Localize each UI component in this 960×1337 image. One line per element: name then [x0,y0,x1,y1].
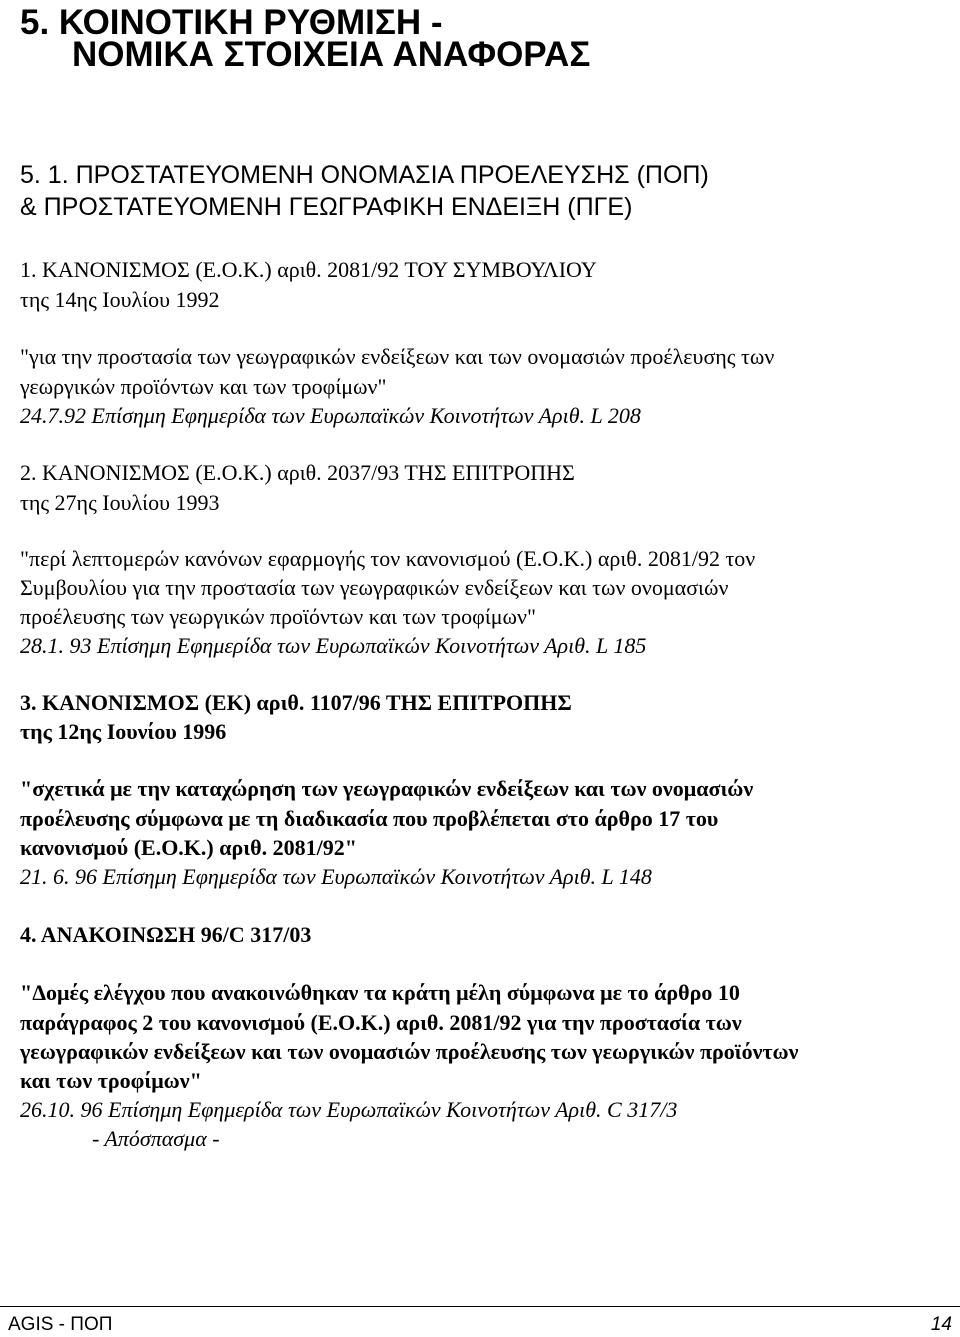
entry-3-quote-line-2: προέλευσης σύμφωνα με τη διαδικασία που προβλέπεται στο άρθρο 17 του [20,806,719,831]
section-title-line-1: 5. ΚΟΙΝΟΤΙΚΗ ΡΥΘΜΙΣΗ - [20,3,443,42]
entry-4-quote-line-3: γεωγραφικών ενδείξεων και των ονομασιών προέλευσης των γεωργικών προϊόντων [20,1039,799,1064]
entry-3-heading: 3. ΚΑΝΟΝΙΣΜΟΣ (ΕΚ) αριθ. 1107/96 ΤΗΣ ΕΠΙΤΡΟΠΗΣ [20,690,572,715]
entry-3-quote-line-3: κανονισμού (Ε.Ο.Κ.) αριθ. 2081/92" [20,835,357,860]
entry-1-heading: 1. ΚΑΝΟΝΙΣΜΟΣ (Ε.Ο.Κ.) αριθ. 2081/92 ΤΟΥ ΣΥΜΒΟΥΛΙΟΥ [20,257,597,282]
entry-1-date: της 14ης Ιουλίου 1992 [20,287,220,312]
subsection-title-line-1: 5. 1. ΠΡΟΣΤΑΤΕΥΟΜΕΝΗ ΟΝΟΜΑΣΙΑ ΠΡΟΕΛΕΥΣΗΣ (ΠΟΠ) [20,161,709,189]
entry-2-journal: 28.1. 93 Επίσημη Εφημερίδα των Ευρωπαϊκών Κοινοτήτων Αριθ. L 185 [20,633,647,658]
subsection-title-line-2: & ΠΡΟΣΤΑΤΕΥΟΜΕΝΗ ΓΕΩΓΡΑΦΙΚΗ ΕΝΔΕΙΞΗ (ΠΓΕ) [20,193,633,221]
entry-2-quote-line-2: Συμβουλίου για την προστασία των γεωγραφικών ενδείξεων και των ονομασιών [20,575,729,600]
entry-2-date: της 27ης Ιουλίου 1993 [20,490,220,515]
entry-3-quote-line-1: "σχετικά με την καταχώρηση των γεωγραφικών ενδείξεων και των ονομασιών [20,776,754,801]
footer-divider [0,1306,960,1307]
entry-4-note: - Απόσπασμα - [92,1126,220,1151]
entry-4-quote-line-4: και των τροφίμων" [20,1068,202,1093]
entry-4-quote-line-2: παράγραφος 2 του κανονισμού (Ε.Ο.Κ.) αριθ. 2081/92 για την προστασία των [20,1010,742,1035]
entry-2-quote-line-3: προέλευσης των γεωργικών προϊόντων και των τροφίμων" [20,604,536,629]
entry-1-quote-line-1: "για την προστασία των γεωγραφικών ενδείξεων και των ονομασιών προέλευσης των [20,344,775,369]
entry-1-journal: 24.7.92 Επίσημη Εφημερίδα των Ευρωπαϊκών Κοινοτήτων Αριθ. L 208 [20,403,641,428]
entry-2-heading: 2. ΚΑΝΟΝΙΣΜΟΣ (Ε.Ο.Κ.) αριθ. 2037/93 ΤΗΣ ΕΠΙΤΡΟΠΗΣ [20,460,575,485]
section-title-line-2: ΝΟΜΙΚΑ ΣΤΟΙΧΕΙΑ ΑΝΑΦΟΡΑΣ [72,35,591,74]
page-number: 14 [930,1314,952,1335]
entry-4-quote-line-1: "Δομές ελέγχου που ανακοινώθηκαν τα κράτη μέλη σύμφωνα με το άρθρο 10 [20,980,740,1005]
entry-3-date: της 12ης Ιουνίου 1996 [20,719,227,744]
entry-1-quote-line-2: γεωργικών προϊόντων και των τροφίμων" [20,374,387,399]
entry-2-quote-line-1: "περί λεπτομερών κανόνων εφαρμογής τον κανονισμού (Ε.Ο.Κ.) αριθ. 2081/92 τον [20,546,756,571]
footer-document-name: AGIS - ΠΟΠ [8,1314,113,1335]
entry-3-journal: 21. 6. 96 Επίσημη Εφημερίδα των Ευρωπαϊκών Κοινοτήτων Αριθ. L 148 [20,864,652,889]
entry-4-journal: 26.10. 96 Επίσημη Εφημερίδα των Ευρωπαϊκών Κοινοτήτων Αριθ. C 317/3 [20,1097,678,1122]
entry-4-heading: 4. ΑΝΑΚΟΙΝΩΣΗ 96/C 317/03 [20,922,312,947]
